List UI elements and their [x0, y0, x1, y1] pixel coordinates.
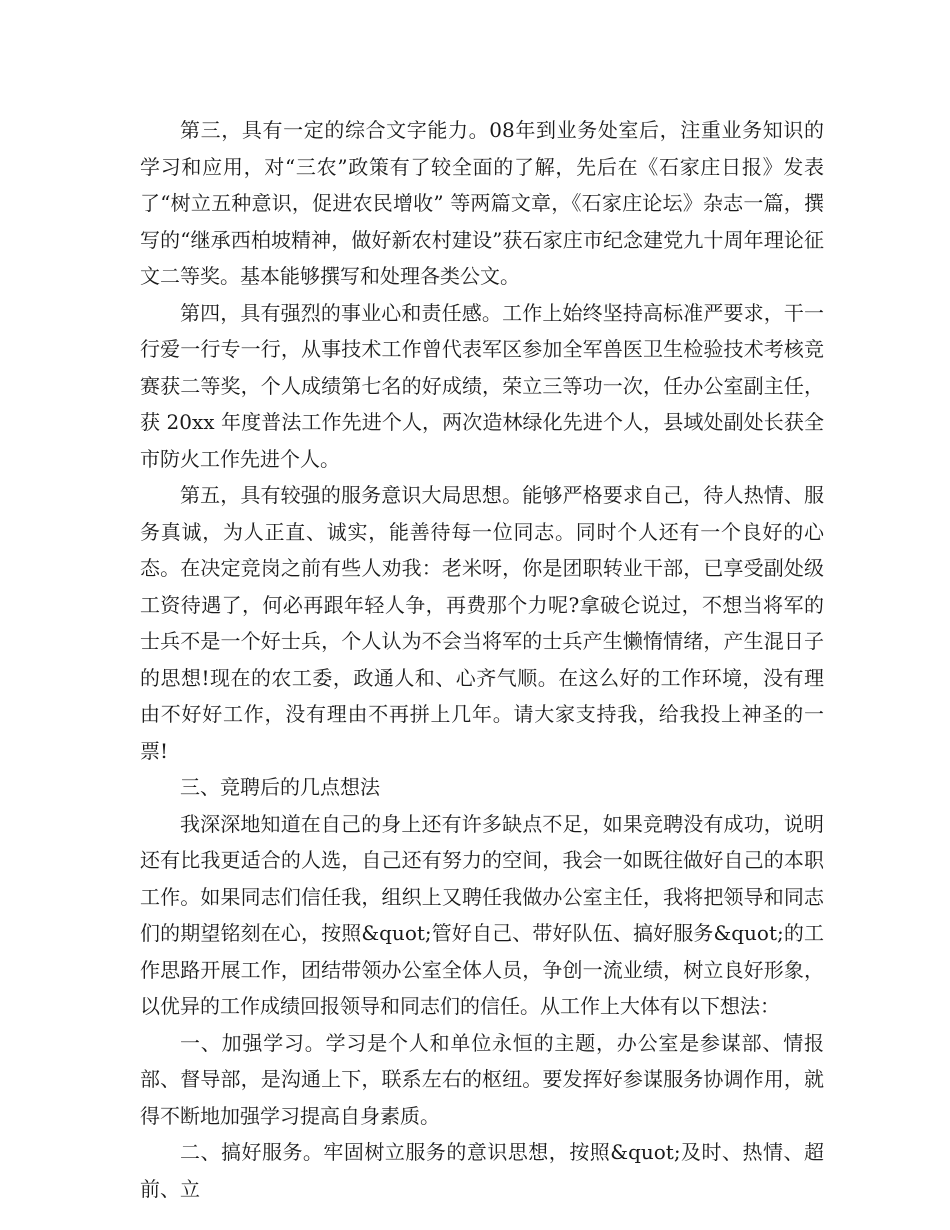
paragraph-good-service: 二、搞好服务。牢固树立服务的意识思想，按照&quot;及时、热情、超前、立 [140, 1140, 824, 1201]
paragraph-strengthen-learning: 一、加强学习。学习是个人和单位永恒的主题，办公室是参谋部、情报部、督导部，是沟通上下，联系左右的枢纽。要发挥好参谋服务协调作用，就得不断地加强学习提高自身素质。 [140, 1030, 824, 1128]
section-heading-post-competition-thoughts: 三、竞聘后的几点想法 [180, 775, 380, 799]
document-body [140, 112, 824, 1207]
paragraph-fourth-dedication: 第四，具有强烈的事业心和责任感。工作上始终坚持高标准严要求，干一行爱一行专一行，从事技术工作曾代表军区参加全军兽医卫生检验技术考核竞赛获二等奖，个人成绩第七名的好成绩，荣立三等功一次，任办公室副主任，获 20xx 年度普法工作先进个人，两次造林绿化先进个人，县域处副处长获全市防火工作先进个人。 [140, 300, 824, 471]
paragraph-fifth-service-awareness: 第五，具有较强的服务意识大局思想。能够严格要求自己，待人热情、服务真诚，为人正直、诚实，能善待每一位同志。同时个人还有一个良好的心态。在决定竞岗之前有些人劝我：老米呀，你是团职转业干部，已享受副处级工资待遇了，何必再跟年轻人争，再费那个力呢?拿破仑说过，不想当将军的士兵不是一个好士兵，个人认为不会当将军的士兵产生懒惰情绪，产生混日子的思想!现在的农工委，政通人和、心齐气顺。在这么好的工作环境，没有理由不好好工作，没有理由不再拼上几年。请大家支持我，给我投上神圣的一票! [140, 483, 824, 763]
paragraph-third-writing-ability: 第三，具有一定的综合文字能力。08年到业务处室后，注重业务知识的学习和应用，对“三农”政策有了较全面的了解，先后在《石家庄日报》发表了“树立五种意识，促进农民增收” 等两篇文章，《石家庄论坛》杂志一篇，撰写的“继承西柏坡精神，做好新农村建设”获石家庄市纪念建党九十周年理论征文二等奖。基本能够撰写和处理各类公文。 [140, 118, 824, 288]
paragraph-self-assessment: 我深深地知道在自己的身上还有许多缺点不足，如果竞聘没有成功，说明还有比我更适合的人选，自己还有努力的空间，我会一如既往做好自己的本职工作。如果同志们信任我，组织上又聘任我做办公室主任，我将把领导和同志们的期望铭刻在心，按照&quot;管好自己、带好队伍、搞好服务&quot;的工作思路开展工作，团结带领办公室全体人员，争创一流业绩，树立良好形象，以优异的工作成绩回报领导和同志们的信任。从工作上大体有以下想法： [140, 811, 824, 1018]
